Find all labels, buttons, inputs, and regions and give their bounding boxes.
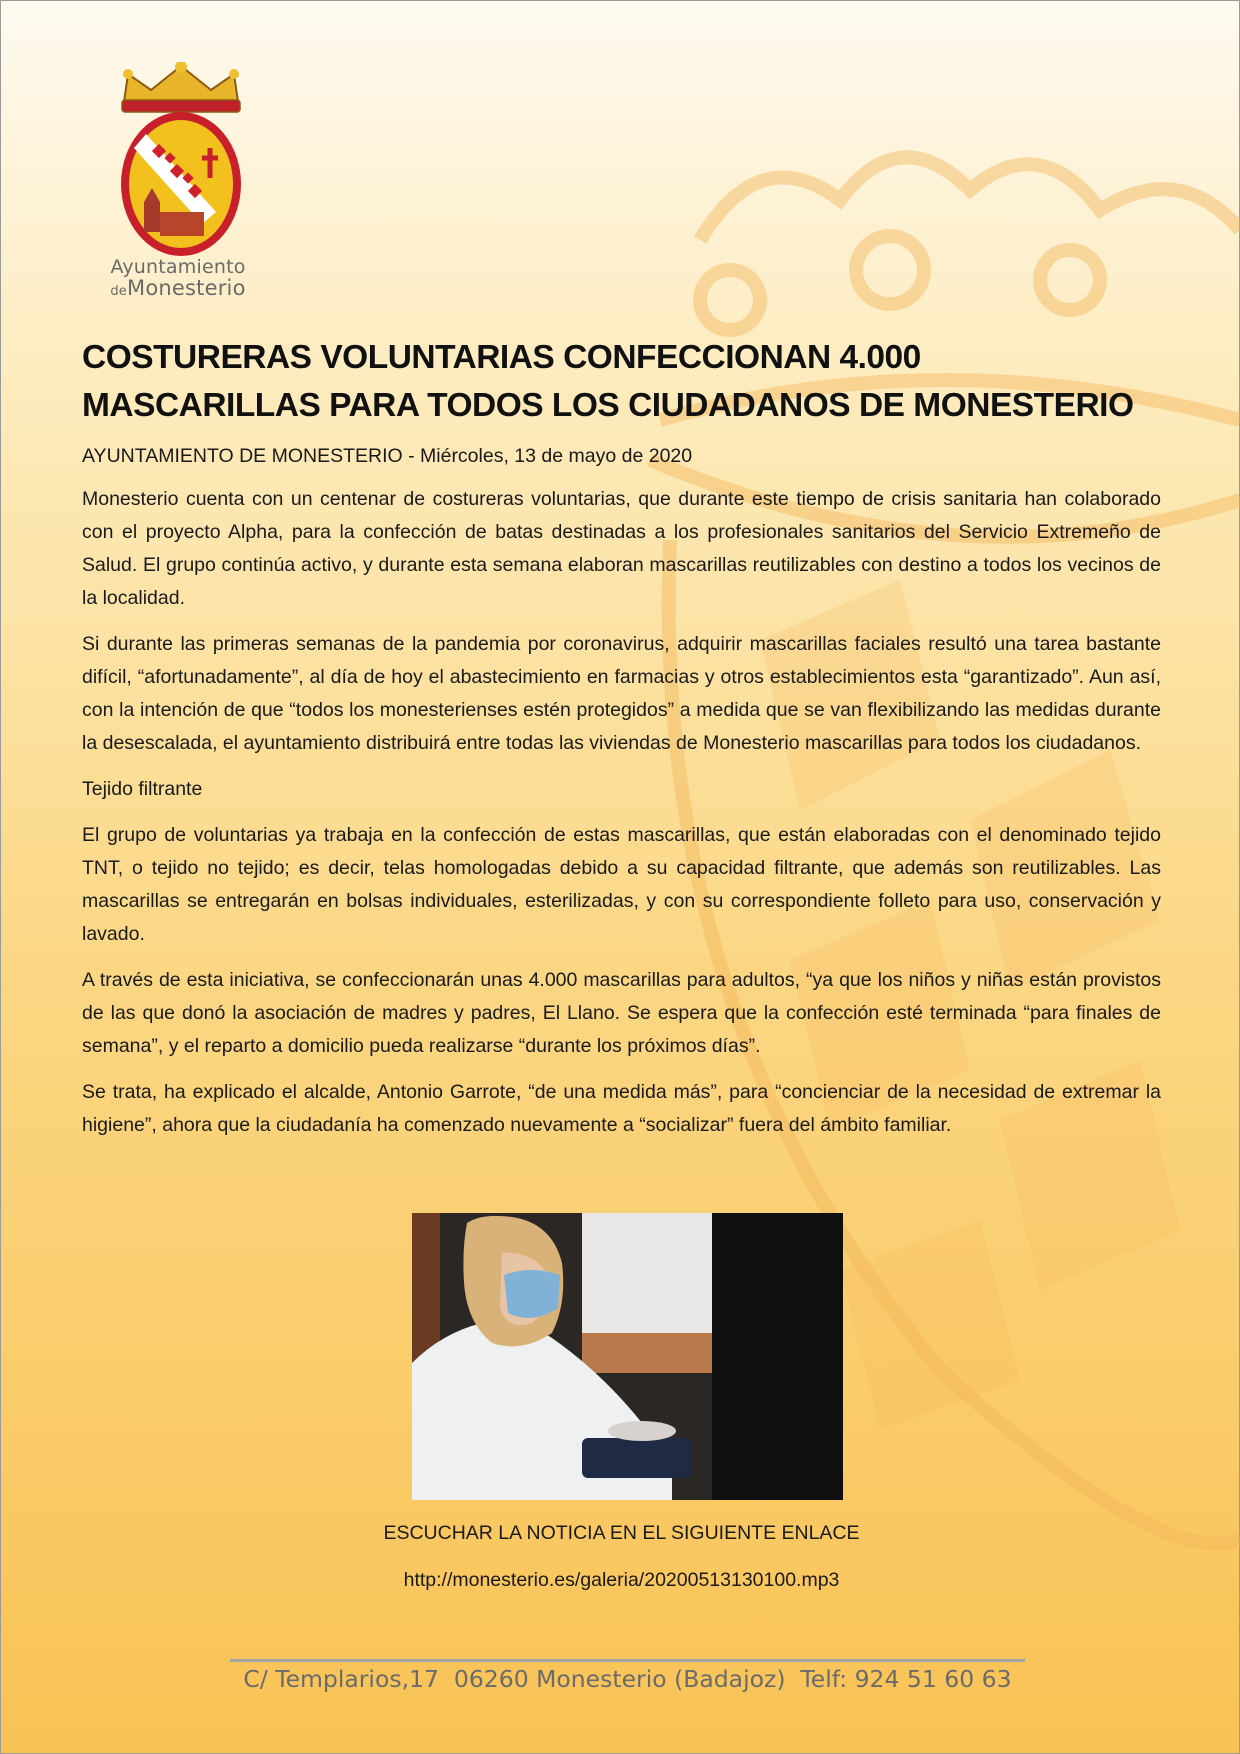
footer-address: C/ Templarios,17 06260 Monesterio (Badajoz) Telf: 924 51 60 63 — [243, 1665, 1012, 1693]
article-content — [82, 334, 1161, 1155]
listen-label: ESCUCHAR LA NOTICIA EN EL SIGUIENTE ENLACE — [383, 1522, 860, 1544]
article-paragraph: Monesterio cuenta con un centenar de costureras voluntarias, que durante este tiempo de crisis sanitaria han colaborado con el proyecto Alpha, para la confección de batas destinadas a los profesionales sanitarios del Servicio Extremeño de Salud. El grupo continúa activo, y durante esta semana elaboran mascarillas reutilizables con destino a todos los vecinos de la localidad. — [82, 488, 1161, 609]
footer-divider — [230, 1659, 1025, 1662]
logo-name-town: Monesterio — [127, 276, 246, 300]
article-paragraph: Si durante las primeras semanas de la pandemia por coronavirus, adquirir mascarillas faciales resultó una tarea bastante difícil, “afortunadamente”, al día de hoy el abastecimiento en farmacias y otros establecimientos esta “garantizado”. Aun así, con la intención de que “todos los monesterienses estén protegidos” a medida que se van flexibilizando las medidas durante la desescalada, el ayuntamiento distribuirá entre todas las viviendas de Monesterio mascarillas para todos los ciudadanos. — [82, 633, 1161, 754]
logo-name-line1: Ayuntamiento — [110, 256, 246, 278]
article-paragraph: El grupo de voluntarias ya trabaja en la confección de estas mascarillas, que están elaboradas con el denominado tejido TNT, o tejido no tejido; es decir, telas homologadas debido a su capacidad filtrante, que además son reutilizables. Las mascarillas se entregarán en bolsas individuales, esterilizadas, y con su correspondiente folleto para uso, conservación y lavado. — [82, 824, 1161, 945]
article-byline: AYUNTAMIENTO DE MONESTERIO - Miércoles, 13 de mayo de 2020 — [82, 445, 693, 467]
article-paragraph: Se trata, ha explicado el alcalde, Antonio Garrote, “de una medida más”, para “concienciar de la necesidad de extremar la higiene”, ahora que la ciudadanía ha comenzado nuevamente a “socializar” fuera del ámbito familiar. — [82, 1081, 1161, 1136]
audio-link[interactable]: http://monesterio.es/galeria/20200513130100.mp3 — [403, 1569, 840, 1591]
logo-name-line2 — [98, 276, 258, 300]
article-title: COSTURERAS VOLUNTARIAS CONFECCIONAN 4.000 MASCARILLAS PARA TODOS LOS CIUDADANOS DE MONESTERIO — [82, 339, 1134, 424]
article-paragraph: A través de esta iniciativa, se confeccionarán unas 4.000 mascarillas para adultos, “ya que los niños y niñas están provistos de las que donó la asociación de madres y padres, El Llano. Se espera que la confección esté terminada “para finales de semana”, y el reparto a domicilio pueda realizarse “durante los próximos días”. — [82, 969, 1161, 1057]
article-photo — [412, 1213, 843, 1500]
logo-name-prefix: de — [110, 284, 128, 299]
section-heading: Tejido filtrante — [82, 778, 203, 800]
